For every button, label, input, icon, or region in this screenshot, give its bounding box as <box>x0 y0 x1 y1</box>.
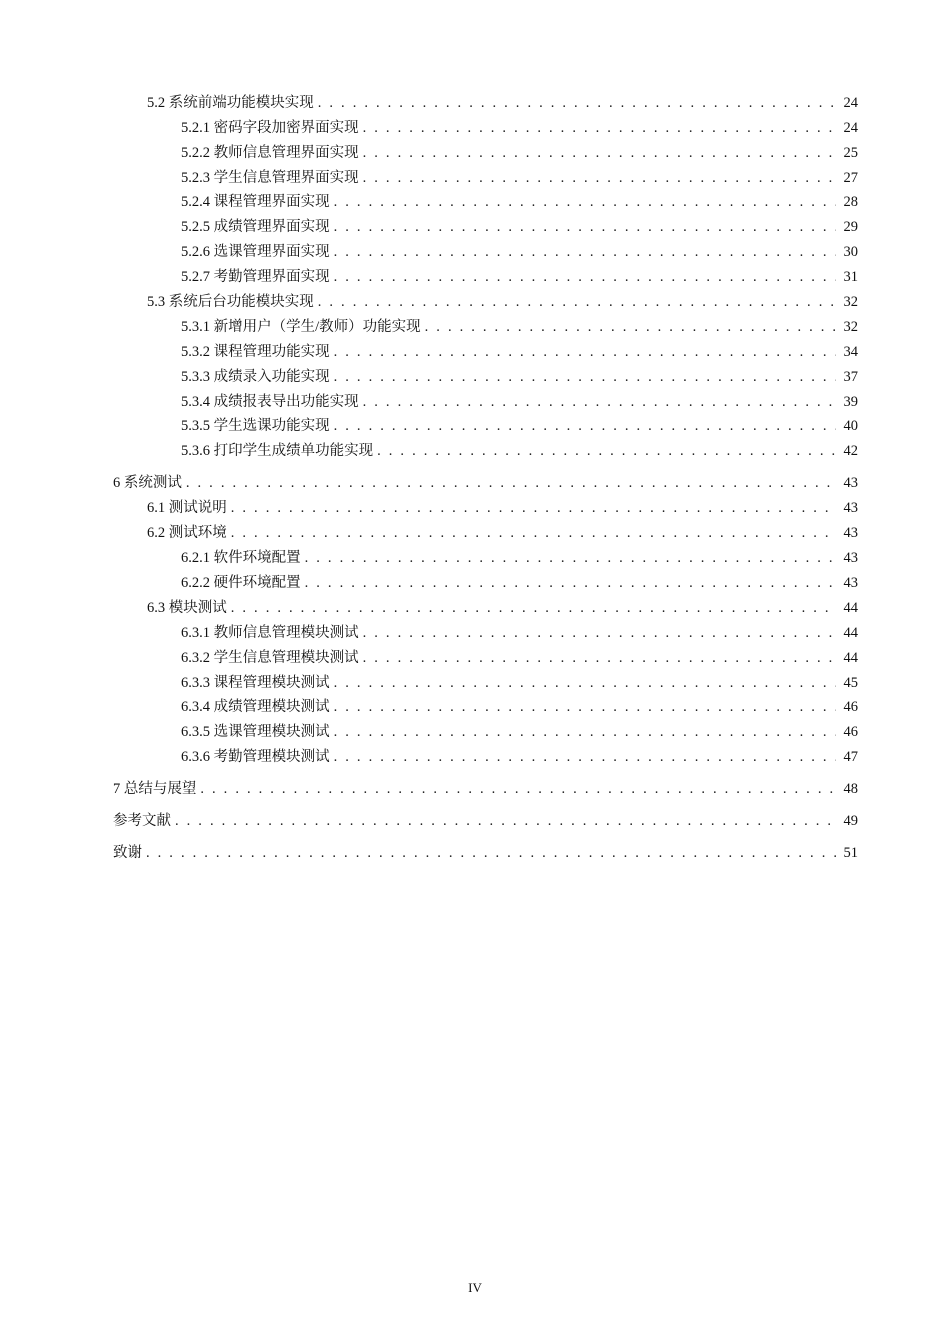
toc-entry-page: 34 <box>843 344 858 360</box>
dot-leader <box>334 721 836 743</box>
toc-entry-title: 6.3.4 成绩管理模块测试 <box>181 699 330 715</box>
toc-entry[interactable] <box>181 117 858 139</box>
toc-entry-title: 6 系统测试 <box>113 475 182 491</box>
toc-entry-title: 5.2.3 学生信息管理界面实现 <box>181 170 359 186</box>
toc-entry-title: 5.2.2 教师信息管理界面实现 <box>181 145 359 161</box>
toc-entry[interactable] <box>181 440 858 462</box>
toc-entry[interactable] <box>181 366 858 388</box>
dot-leader <box>146 842 836 864</box>
toc-entry-page: 28 <box>843 194 858 210</box>
toc-entry-page: 30 <box>843 244 858 260</box>
toc-entry-title: 5.2.6 选课管理界面实现 <box>181 244 330 260</box>
toc-entry-title: 5.2.5 成绩管理界面实现 <box>181 219 330 235</box>
toc-entry-page: 44 <box>843 600 858 616</box>
toc-entry[interactable] <box>181 167 858 189</box>
toc-entry[interactable] <box>181 191 858 213</box>
toc-entry[interactable] <box>181 672 858 694</box>
toc-entry-page: 24 <box>843 95 858 111</box>
toc-entry[interactable] <box>147 92 858 114</box>
dot-leader <box>334 746 836 768</box>
toc-entry[interactable] <box>113 842 858 864</box>
toc-entry-title: 6.3.3 课程管理模块测试 <box>181 675 330 691</box>
toc-entry-page: 29 <box>843 219 858 235</box>
toc-entry-page: 45 <box>843 675 858 691</box>
dot-leader <box>175 810 836 832</box>
toc-entry-page: 39 <box>843 394 858 410</box>
toc-entry-title: 参考文献 <box>113 813 171 829</box>
toc-entry-page: 42 <box>843 443 858 459</box>
toc-entry[interactable] <box>181 216 858 238</box>
toc-entry-page: 27 <box>843 170 858 186</box>
toc-entry-page: 51 <box>843 845 858 861</box>
toc-entry-title: 5.3.1 新增用户（学生/教师）功能实现 <box>181 319 421 335</box>
toc-entry[interactable] <box>113 778 858 800</box>
toc-entry-title: 6.2.1 软件环境配置 <box>181 550 301 566</box>
toc-entry[interactable] <box>181 316 858 338</box>
toc-entry[interactable] <box>181 241 858 263</box>
toc-entry-title: 6.2 测试环境 <box>147 525 227 541</box>
toc-entry-page: 31 <box>843 269 858 285</box>
toc-entry-page: 32 <box>843 294 858 310</box>
toc-entry[interactable] <box>147 497 858 519</box>
dot-leader <box>363 117 836 139</box>
dot-leader <box>334 216 836 238</box>
toc-entry[interactable] <box>181 391 858 413</box>
toc-entry-page: 47 <box>843 749 858 765</box>
toc-entry[interactable] <box>181 746 858 768</box>
toc-entry-page: 43 <box>843 475 858 491</box>
toc-entry-page: 46 <box>843 724 858 740</box>
toc-entry-title: 5.2.4 课程管理界面实现 <box>181 194 330 210</box>
dot-leader <box>318 92 836 114</box>
toc-entry-page: 25 <box>843 145 858 161</box>
toc-entry-title: 6.3.2 学生信息管理模块测试 <box>181 650 359 666</box>
toc-entry-title: 6.3 模块测试 <box>147 600 227 616</box>
page-number-footer: IV <box>468 1280 482 1295</box>
dot-leader <box>318 291 836 313</box>
toc-entry-title: 5.3 系统后台功能模块实现 <box>147 294 314 310</box>
dot-leader <box>334 696 836 718</box>
toc-entry-title: 5.3.5 学生选课功能实现 <box>181 418 330 434</box>
toc-entry-title: 6.3.1 教师信息管理模块测试 <box>181 625 359 641</box>
toc-entry-title: 5.3.6 打印学生成绩单功能实现 <box>181 443 374 459</box>
toc-entry-page: 43 <box>843 500 858 516</box>
toc-entry-title: 致谢 <box>113 845 142 861</box>
dot-leader <box>231 597 836 619</box>
toc-entry-title: 5.2 系统前端功能模块实现 <box>147 95 314 111</box>
toc-entry[interactable] <box>181 415 858 437</box>
toc-entry-page: 44 <box>843 625 858 641</box>
toc-entry-title: 6.2.2 硬件环境配置 <box>181 575 301 591</box>
dot-leader <box>425 316 836 338</box>
toc-entry[interactable] <box>181 266 858 288</box>
dot-leader <box>363 167 836 189</box>
dot-leader <box>334 191 836 213</box>
toc-entry-title: 5.3.3 成绩录入功能实现 <box>181 369 330 385</box>
toc-entry-page: 48 <box>843 781 858 797</box>
dot-leader <box>231 497 836 519</box>
toc-entry[interactable] <box>181 341 858 363</box>
toc-entry[interactable] <box>113 472 858 494</box>
toc-entry[interactable] <box>113 810 858 832</box>
dot-leader <box>363 647 836 669</box>
dot-leader <box>363 622 836 644</box>
dot-leader <box>200 778 836 800</box>
toc-entry[interactable] <box>181 142 858 164</box>
toc-entry-page: 43 <box>843 575 858 591</box>
toc-entry-title: 5.3.4 成绩报表导出功能实现 <box>181 394 359 410</box>
dot-leader <box>334 672 836 694</box>
toc-entry[interactable] <box>181 721 858 743</box>
toc-entry-page: 49 <box>843 813 858 829</box>
toc-entry-page: 32 <box>843 319 858 335</box>
toc-entry[interactable] <box>181 647 858 669</box>
toc-entry-page: 40 <box>843 418 858 434</box>
toc-entry-page: 43 <box>843 550 858 566</box>
dot-leader <box>334 366 836 388</box>
dot-leader <box>377 440 836 462</box>
dot-leader <box>363 142 836 164</box>
dot-leader <box>305 572 836 594</box>
dot-leader <box>334 241 836 263</box>
dot-leader <box>231 522 836 544</box>
dot-leader <box>334 415 836 437</box>
dot-leader <box>363 391 836 413</box>
toc-entry-title: 6.3.6 考勤管理模块测试 <box>181 749 330 765</box>
dot-leader <box>334 341 836 363</box>
dot-leader <box>186 472 836 494</box>
toc-entry[interactable] <box>181 622 858 644</box>
toc-entry[interactable] <box>181 696 858 718</box>
toc-entry[interactable] <box>181 547 858 569</box>
toc-entry-title: 5.3.2 课程管理功能实现 <box>181 344 330 360</box>
toc-entry-page: 44 <box>843 650 858 666</box>
toc-entry[interactable] <box>147 291 858 313</box>
toc-entry[interactable] <box>181 572 858 594</box>
toc-entry[interactable] <box>147 522 858 544</box>
toc-entry-title: 5.2.7 考勤管理界面实现 <box>181 269 330 285</box>
toc-entry-page: 43 <box>843 525 858 541</box>
toc-entry-page: 24 <box>843 120 858 136</box>
toc-entry-title: 6.3.5 选课管理模块测试 <box>181 724 330 740</box>
toc-entry-title: 7 总结与展望 <box>113 781 197 797</box>
toc-entry-page: 46 <box>843 699 858 715</box>
toc-entry-page: 37 <box>843 369 858 385</box>
toc-entry-title: 5.2.1 密码字段加密界面实现 <box>181 120 359 136</box>
dot-leader <box>334 266 836 288</box>
toc-entry[interactable] <box>147 597 858 619</box>
dot-leader <box>305 547 836 569</box>
toc-entry-title: 6.1 测试说明 <box>147 500 227 516</box>
